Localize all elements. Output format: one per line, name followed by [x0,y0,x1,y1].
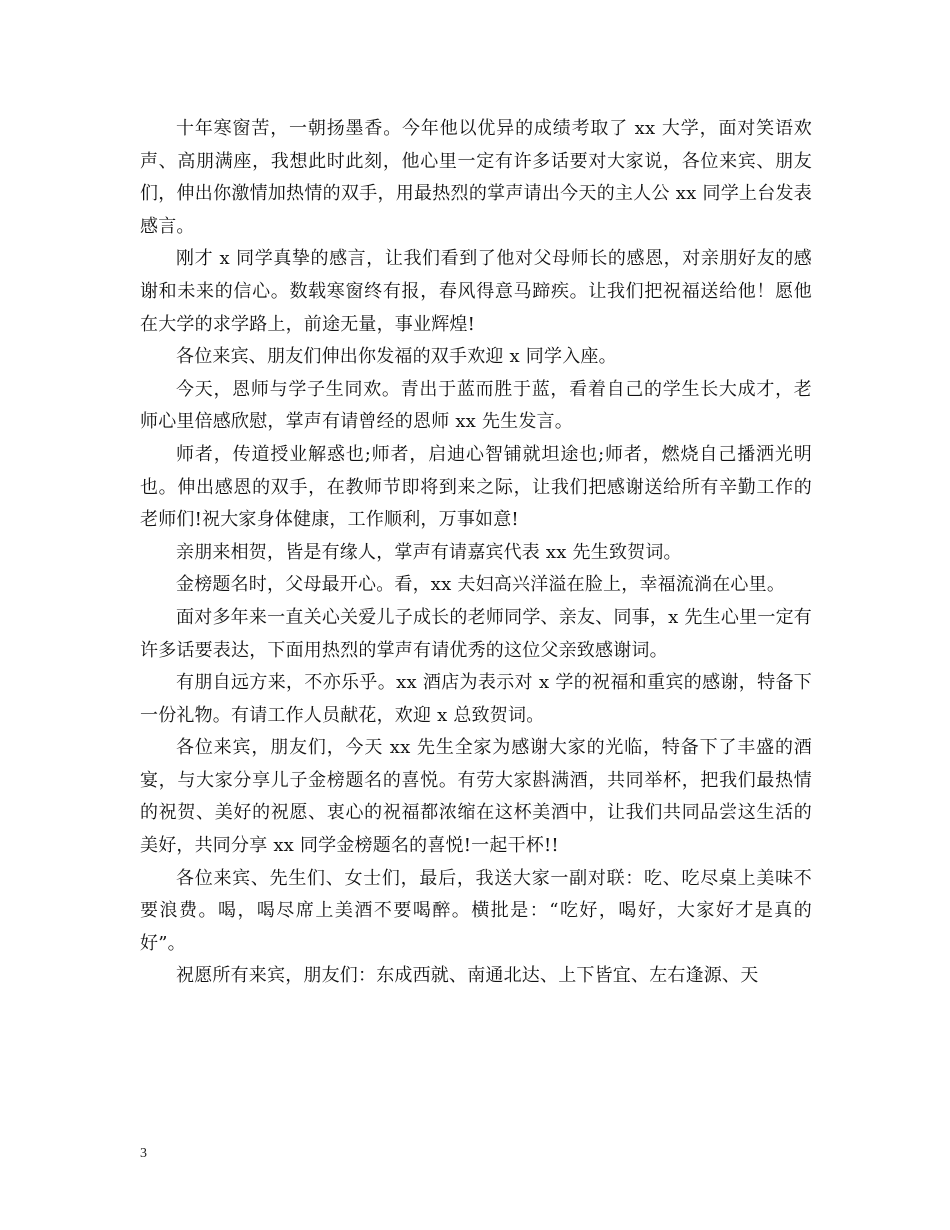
paragraph-1: 十年寒窗苦，一朝扬墨香。今年他以优异的成绩考取了 xx 大学，面对笑语欢声、高朋满座，我想此时此刻，他心里一定有许多话要对大家说，各位来宾、朋友们，伸出你激情加热情的双手，用最热烈的掌声请出今天的主人公 xx 同学上台发表感言。 [140,118,812,237]
paragraph-2: 刚才 x 同学真挚的感言，让我们看到了他对父母师长的感恩，对亲朋好友的感谢和未来的信心。数载寒窗终有报，春风得意马蹄疾。让我们把祝福送给他！愿他在大学的求学路上，前途无量，事业辉煌! [140,248,812,335]
paragraph-8: 面对多年来一直关心关爱儿子成长的老师同学、亲友、同事，x 先生心里一定有许多话要表达，下面用热烈的掌声有请优秀的这位父亲致感谢词。 [140,606,812,661]
paragraph-12: 祝愿所有来宾，朋友们：东成西就、南通北达、上下皆宜、左右逢源、天 [176,965,759,987]
paragraph-6: 亲朋来相贺，皆是有缘人，掌声有请嘉宾代表 xx 先生致贺词。 [176,541,682,563]
paragraph-10: 各位来宾，朋友们，今天 xx 先生全家为感谢大家的光临，特备下了丰盛的酒宴，与大家分享儿子金榜题名的喜悦。有劳大家斟满酒，共同举杯，把我们最热情的祝贺、美好的祝愿、衷心的祝福都浓缩在这杯美酒中，让我们共同品尝这生活的美好，共同分享 xx 同学金榜题名的喜悦!一起干杯!! [140,737,812,857]
paragraph-4: 今天，恩师与学子生同欢。青出于蓝而胜于蓝，看着自己的学生长大成才，老师心里倍感欣慰，掌声有请曾经的恩师 xx 先生发言。 [140,378,812,433]
paragraph-7: 金榜题名时，父母最开心。看，xx 夫妇高兴洋溢在脸上，幸福流淌在心里。 [176,574,786,596]
page-number: 3 [140,1146,147,1161]
paragraph-9: 有朋自远方来，不亦乐乎。xx 酒店为表示对 x 学的祝福和重宾的感谢，特备下一份礼物。有请工作人员献花，欢迎 x 总致贺词。 [140,672,812,726]
document-body [140,113,812,993]
paragraph-5: 师者，传道授业解惑也;师者，启迪心智铺就坦途也;师者，燃烧自己播洒光明也。伸出感恩的双手，在教师节即将到来之际，让我们把感谢送给所有辛勤工作的老师们!祝大家身体健康，工作顺利，万事如意! [140,443,812,531]
paragraph-11: 各位来宾、先生们、女士们，最后，我送大家一副对联：吃、吃尽桌上美味不要浪费。喝，喝尽席上美酒不要喝醉。横批是：“吃好，喝好，大家好才是真的好”。 [140,867,812,954]
paragraph-3: 各位来宾、朋友们伸出你发福的双手欢迎 x 同学入座。 [176,346,617,368]
